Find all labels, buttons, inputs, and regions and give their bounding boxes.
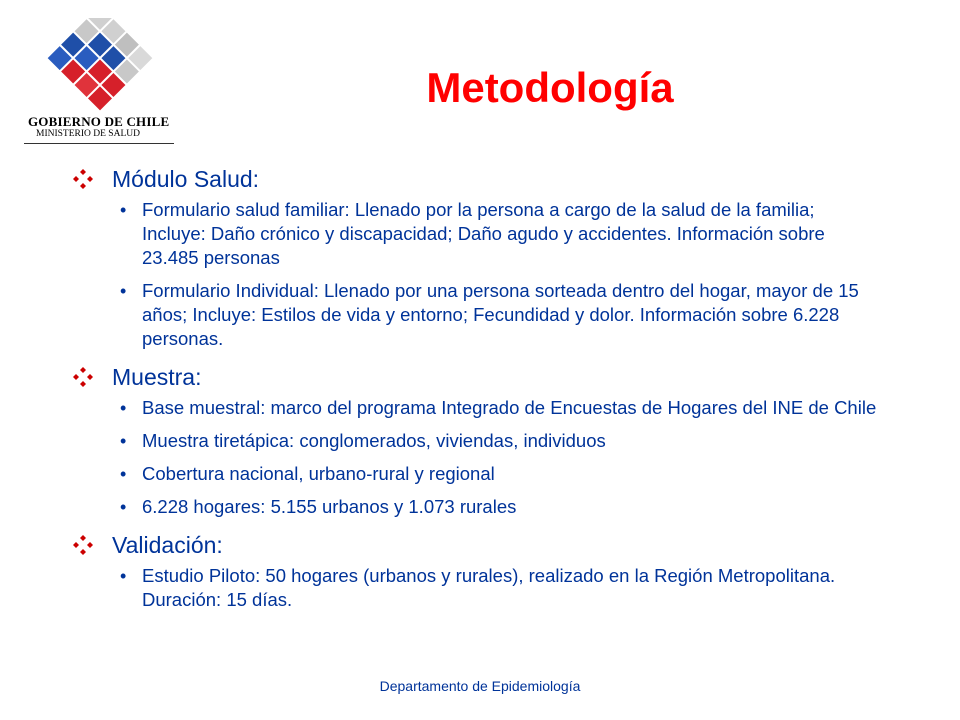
list-item	[72, 396, 892, 420]
list-item	[72, 462, 892, 486]
list-item	[72, 279, 892, 351]
bullet-text: Formulario salud familiar: Llenado por la persona a cargo de la salud de la familia; Incluye: Daño crónico y discapacidad; Daño agudo y accidentes. Información sobre 23.485 personas	[142, 199, 825, 268]
section-heading	[72, 162, 892, 196]
section-heading	[72, 528, 892, 562]
list-item	[72, 495, 892, 519]
section-muestra	[72, 360, 892, 519]
bullet-list	[72, 564, 892, 612]
bullet-text: Cobertura nacional, urbano-rural y regional	[142, 463, 495, 484]
four-diamond-bullet-icon	[72, 168, 94, 190]
logo-divider	[24, 143, 174, 144]
list-item	[72, 198, 892, 270]
bullet-dot: •	[120, 566, 127, 586]
content-body	[72, 162, 892, 621]
section-heading-text: Módulo Salud:	[112, 166, 260, 192]
section-heading	[72, 360, 892, 394]
bullet-dot: •	[120, 464, 127, 484]
logo-mosaic-icon	[40, 18, 160, 118]
bullet-text: Estudio Piloto: 50 hogares (urbanos y rurales), realizado en la Región Metropolitana. Duración: 15 días.	[142, 565, 836, 610]
footer-department: Departamento de Epidemiología	[379, 678, 581, 694]
list-item	[72, 429, 892, 453]
section-validacion	[72, 528, 892, 612]
section-heading-text: Validación:	[112, 532, 223, 558]
government-logo	[22, 18, 182, 150]
bullet-text: Muestra tiretápica: conglomerados, viviendas, individuos	[142, 430, 606, 451]
logo-line-gobierno: GOBIERNO DE CHILE	[28, 114, 170, 129]
section-heading-text: Muestra:	[112, 364, 202, 390]
bullet-list	[72, 396, 892, 519]
bullet-dot: •	[120, 200, 127, 220]
bullet-dot: •	[120, 398, 127, 418]
four-diamond-bullet-icon	[72, 534, 94, 556]
four-diamond-bullet-icon	[72, 366, 94, 388]
bullet-dot: •	[120, 431, 127, 451]
logo-line-ministerio: MINISTERIO DE SALUD	[36, 129, 140, 139]
bullet-list	[72, 198, 892, 351]
section-modulo-salud	[72, 162, 892, 351]
bullet-text: 6.228 hogares: 5.155 urbanos y 1.073 rurales	[142, 496, 517, 517]
bullet-dot: •	[120, 497, 127, 517]
bullet-text: Formulario Individual: Llenado por una persona sorteada dentro del hogar, mayor de 15 años; Incluye: Estilos de vida y entorno; Fecundidad y dolor. Información sobre 6.228 personas.	[142, 280, 859, 349]
list-item	[72, 564, 892, 612]
bullet-dot: •	[120, 281, 127, 301]
page-title: Metodología	[426, 64, 674, 111]
bullet-text: Base muestral: marco del programa Integrado de Encuestas de Hogares del INE de Chile	[142, 397, 877, 418]
